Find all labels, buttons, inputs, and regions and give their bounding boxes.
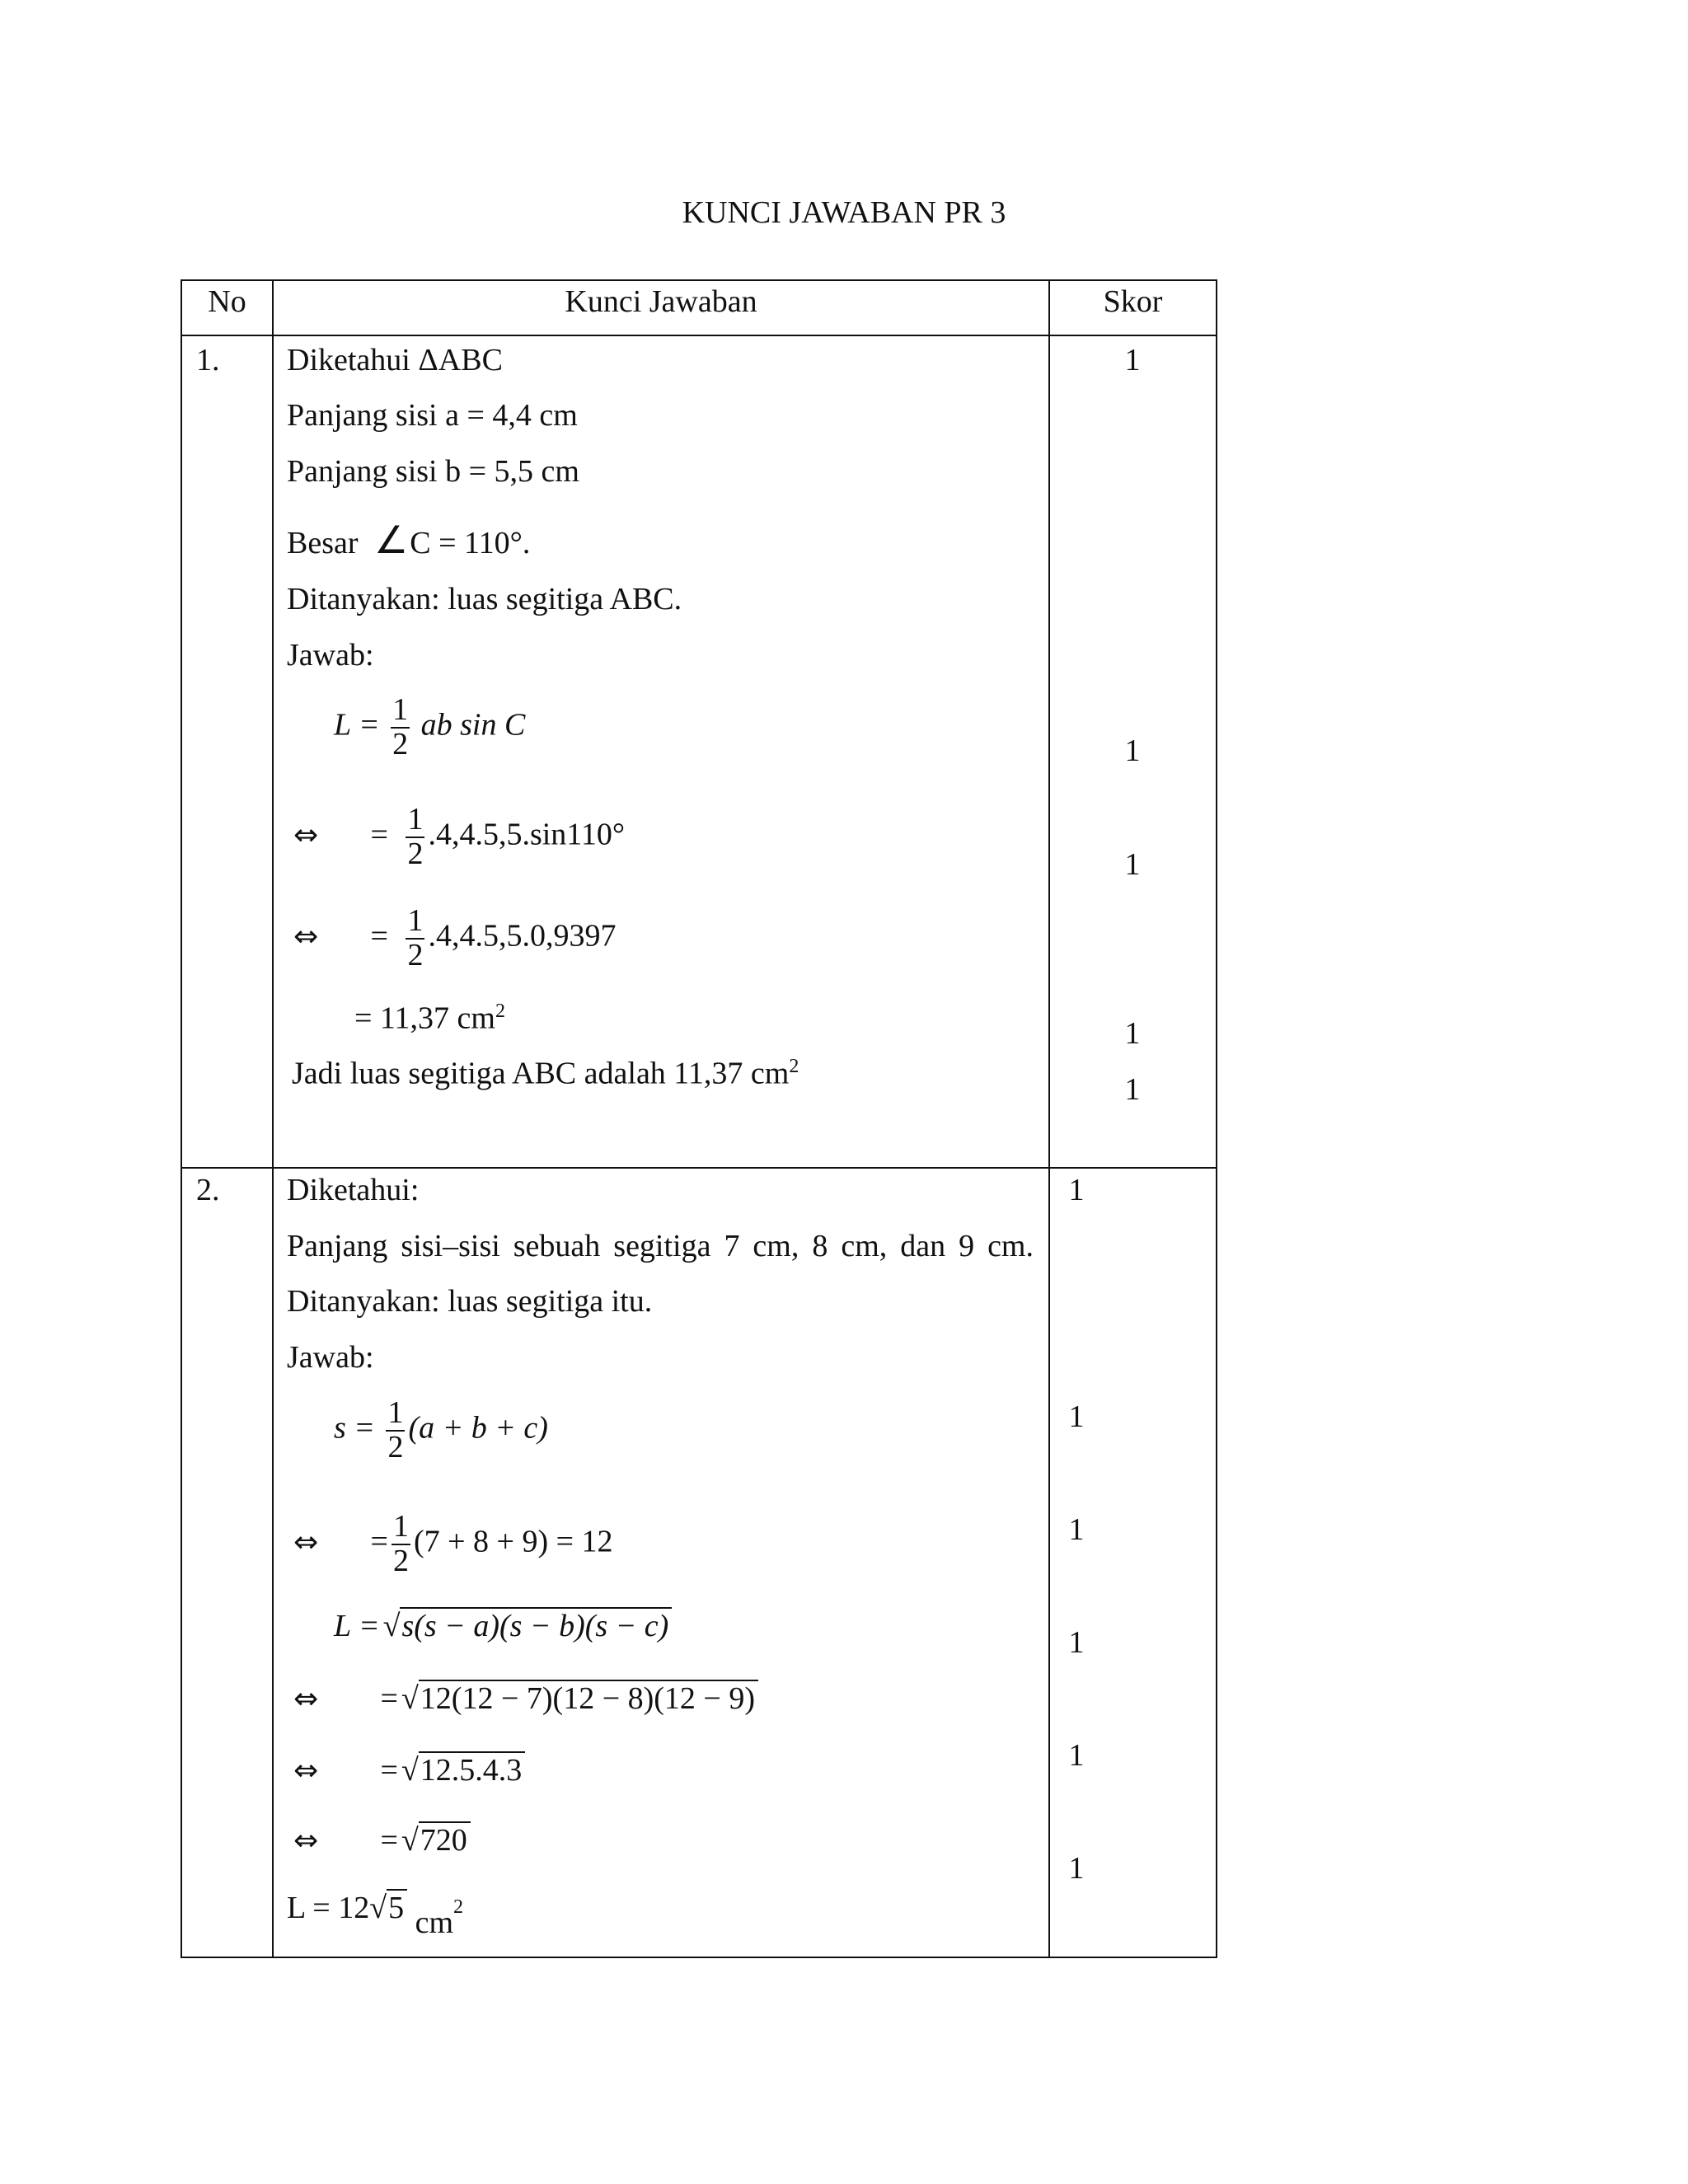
radicand: 5 [387,1889,407,1924]
score: 1 [1068,1512,1085,1547]
formula-area [334,694,525,762]
heron-result [293,1821,471,1856]
semiperimeter-value [293,1511,613,1578]
fraction-numerator: 1 [387,1395,404,1430]
fraction-denominator: 2 [407,937,424,972]
fraction-numerator: 1 [392,1509,409,1544]
header-kunci-jawaban: Kunci Jawaban [565,284,757,319]
heron-formula [334,1607,672,1642]
equals-sign: = [370,918,388,954]
table-border-right [1216,279,1217,1958]
fraction-half [391,694,410,762]
substitution-expression: .4,4.5,5.sin110° [428,817,626,852]
known-triangle: Diketahui ΔABC [287,343,503,377]
sqrt-icon: √ [369,1891,387,1925]
formula-rhs: ab sin C [420,707,526,743]
angle-label: Besar [287,526,359,560]
equivalence-arrow-icon: ⇔ [293,1682,319,1716]
fraction-denominator: 2 [392,1543,409,1578]
radicand: 720 [419,1821,471,1856]
score: 1 [1124,1072,1141,1107]
score: 1 [1124,343,1141,377]
score: 1 [1068,1851,1085,1886]
equals-sign: = [370,1524,388,1559]
formula-lhs: s = [334,1410,375,1446]
header-no: No [208,284,246,319]
table-border-top [181,279,1217,281]
score: 1 [1068,1738,1085,1773]
fraction-denominator: 2 [392,726,409,762]
row-number: 1. [196,343,220,377]
answer-label: Jawab: [287,1340,374,1375]
equivalence-arrow-icon: ⇔ [293,919,319,954]
equivalence-arrow-icon: ⇔ [293,1824,319,1858]
equivalence-arrow-icon: ⇔ [293,1525,319,1559]
row-number: 2. [196,1173,220,1207]
angle-value: C = 110°. [410,526,531,560]
fraction-numerator: 1 [407,903,424,938]
sqrt-icon: √ [401,1753,419,1788]
area-result [354,1001,505,1034]
semiperimeter-formula [334,1397,548,1465]
asked-text: Ditanyakan: luas segitiga ABC. [287,582,682,616]
table-header-divider [181,335,1217,336]
side-b: Panjang sisi b = 5,5 cm [287,454,579,489]
score: 1 [1124,1016,1141,1051]
radicand: 12(12 − 7)(12 − 8)(12 − 9) [419,1680,758,1714]
formula-lhs: L = [334,1609,380,1643]
final-unit: cm [415,1905,454,1940]
formula-lhs: L = [334,707,380,743]
sine-value-step [293,905,616,972]
heron-product [293,1751,525,1786]
header-skor: Skor [1103,284,1163,319]
score: 1 [1124,847,1141,882]
radicand: 12.5.4.3 [419,1751,526,1786]
fraction-half [392,1511,410,1578]
exponent: 2 [453,1896,464,1919]
table-border-left [181,279,182,1958]
score: 1 [1124,733,1141,768]
equivalence-arrow-icon: ⇔ [293,1754,319,1788]
page-title: KUNCI JAWABAN PR 3 [682,195,1006,230]
sqrt-icon: √ [401,1823,419,1858]
fraction-half [406,804,424,871]
equivalence-arrow-icon: ⇔ [293,818,319,852]
equals-sign: = [380,1681,398,1716]
answer-label: Jawab: [287,638,374,673]
fraction-numerator: 1 [407,802,424,837]
substitution-step [293,804,625,871]
fraction-half [386,1397,405,1465]
triangle-sides: Panjang sisi–sisi sebuah segitiga 7 cm, 8 cm, dan 9 cm. [287,1229,1034,1263]
fraction-denominator: 2 [387,1429,404,1465]
final-area [287,1889,464,1940]
fraction-half [406,905,424,972]
final-prefix: L = 12 [287,1891,370,1925]
exponent: 2 [495,1001,505,1022]
score: 1 [1068,1399,1085,1434]
angle-c [287,518,531,562]
equals-sign: = [380,1753,398,1788]
fraction-numerator: 1 [392,692,409,727]
side-a: Panjang sisi a = 4,4 cm [287,398,578,433]
known-label: Diketahui: [287,1173,420,1207]
table-col-divider-2 [1048,279,1050,1958]
table-border-bottom [181,1957,1217,1958]
angle-icon: ∠ [374,518,409,562]
sqrt-icon: √ [401,1681,419,1716]
table-col-divider-1 [272,279,274,1958]
conclusion-text: Jadi luas segitiga ABC adalah 11,37 cm [292,1056,790,1091]
radicand: s(s − a)(s − b)(s − c) [400,1607,672,1642]
sine-expression: .4,4.5,5.0,9397 [428,918,617,954]
fraction-denominator: 2 [407,836,424,871]
conclusion [292,1057,799,1090]
heron-substitution [293,1680,758,1714]
table-row-divider [181,1167,1217,1169]
score: 1 [1068,1173,1085,1207]
semiperimeter-expression: (7 + 8 + 9) = 12 [413,1524,613,1559]
equals-sign: = [380,1823,398,1858]
asked-text: Ditanyakan: luas segitiga itu. [287,1284,653,1319]
equals-sign: = [370,817,388,852]
score: 1 [1068,1625,1085,1660]
formula-rhs: (a + b + c) [408,1410,548,1446]
exponent: 2 [789,1056,799,1077]
result-value: = 11,37 cm [354,1001,495,1036]
sqrt-icon: √ [382,1609,401,1643]
